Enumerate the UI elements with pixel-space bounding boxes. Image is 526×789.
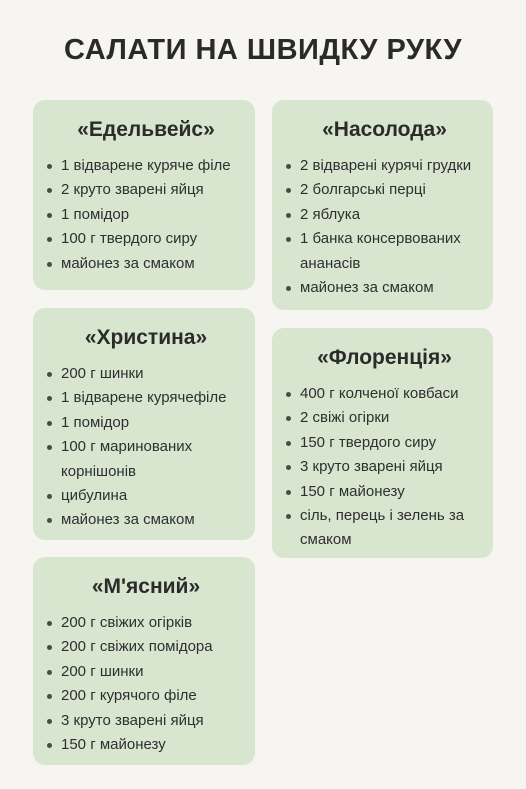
ingredient-item: 150 г майонезу [47, 733, 245, 757]
salad-title: «Флоренція» [317, 346, 452, 369]
ingredient-item: 3 круто зварені яйця [286, 455, 483, 479]
salad-title: «Христина» [84, 326, 208, 349]
ingredient-item: 200 г свіжих помідора [47, 635, 245, 659]
ingredient-item: 2 болгарські перці [286, 178, 483, 202]
ingredient-item: цибулина [47, 484, 245, 508]
salad-card-nasoloda [272, 100, 493, 310]
ingredient-item: 400 г колченої ковбаси [286, 382, 483, 406]
salad-title: «М'ясний» [91, 575, 201, 598]
ingredient-item: 1 помідор [47, 203, 245, 227]
ingredient-list [286, 154, 483, 300]
ingredient-list [47, 611, 245, 757]
ingredient-item: майонез за смаком [47, 252, 245, 276]
salad-card-edelweiss [33, 100, 255, 290]
ingredient-item: 200 г свіжих огірків [47, 611, 245, 635]
salad-card-myasnyi [33, 557, 255, 765]
ingredient-item: 2 відварені курячі грудки [286, 154, 483, 178]
salad-card-khrystyna [33, 308, 255, 540]
ingredient-item: майонез за смаком [47, 508, 245, 532]
salad-card-florentsia [272, 328, 493, 558]
ingredient-list [47, 154, 245, 276]
ingredient-item: 100 г маринованих корнішонів [47, 435, 245, 484]
ingredient-item: 150 г майонезу [286, 480, 483, 504]
ingredient-list [286, 382, 483, 553]
ingredient-list [47, 362, 245, 533]
ingredient-item: 2 круто зварені яйця [47, 178, 245, 202]
ingredient-item: 1 відварене курячефіле [47, 386, 245, 410]
ingredient-item: майонез за смаком [286, 276, 483, 300]
ingredient-item: 1 банка консервованих ананасів [286, 227, 483, 276]
page-title: САЛАТИ НА ШВИДКУ РУКУ [64, 34, 462, 66]
ingredient-item: 200 г курячого філе [47, 684, 245, 708]
ingredient-item: 200 г шинки [47, 660, 245, 684]
ingredient-item: 2 яблука [286, 203, 483, 227]
ingredient-item: 200 г шинки [47, 362, 245, 386]
ingredient-item: сіль, перець і зелень за смаком [286, 504, 483, 553]
ingredient-item: 2 свіжі огірки [286, 406, 483, 430]
ingredient-item: 3 круто зварені яйця [47, 709, 245, 733]
salad-title: «Насолода» [322, 118, 447, 141]
ingredient-item: 150 г твердого сиру [286, 431, 483, 455]
ingredient-item: 1 відварене куряче філе [47, 154, 245, 178]
ingredient-item: 1 помідор [47, 411, 245, 435]
salad-title: «Едельвейс» [77, 118, 215, 141]
ingredient-item: 100 г твердого сиру [47, 227, 245, 251]
